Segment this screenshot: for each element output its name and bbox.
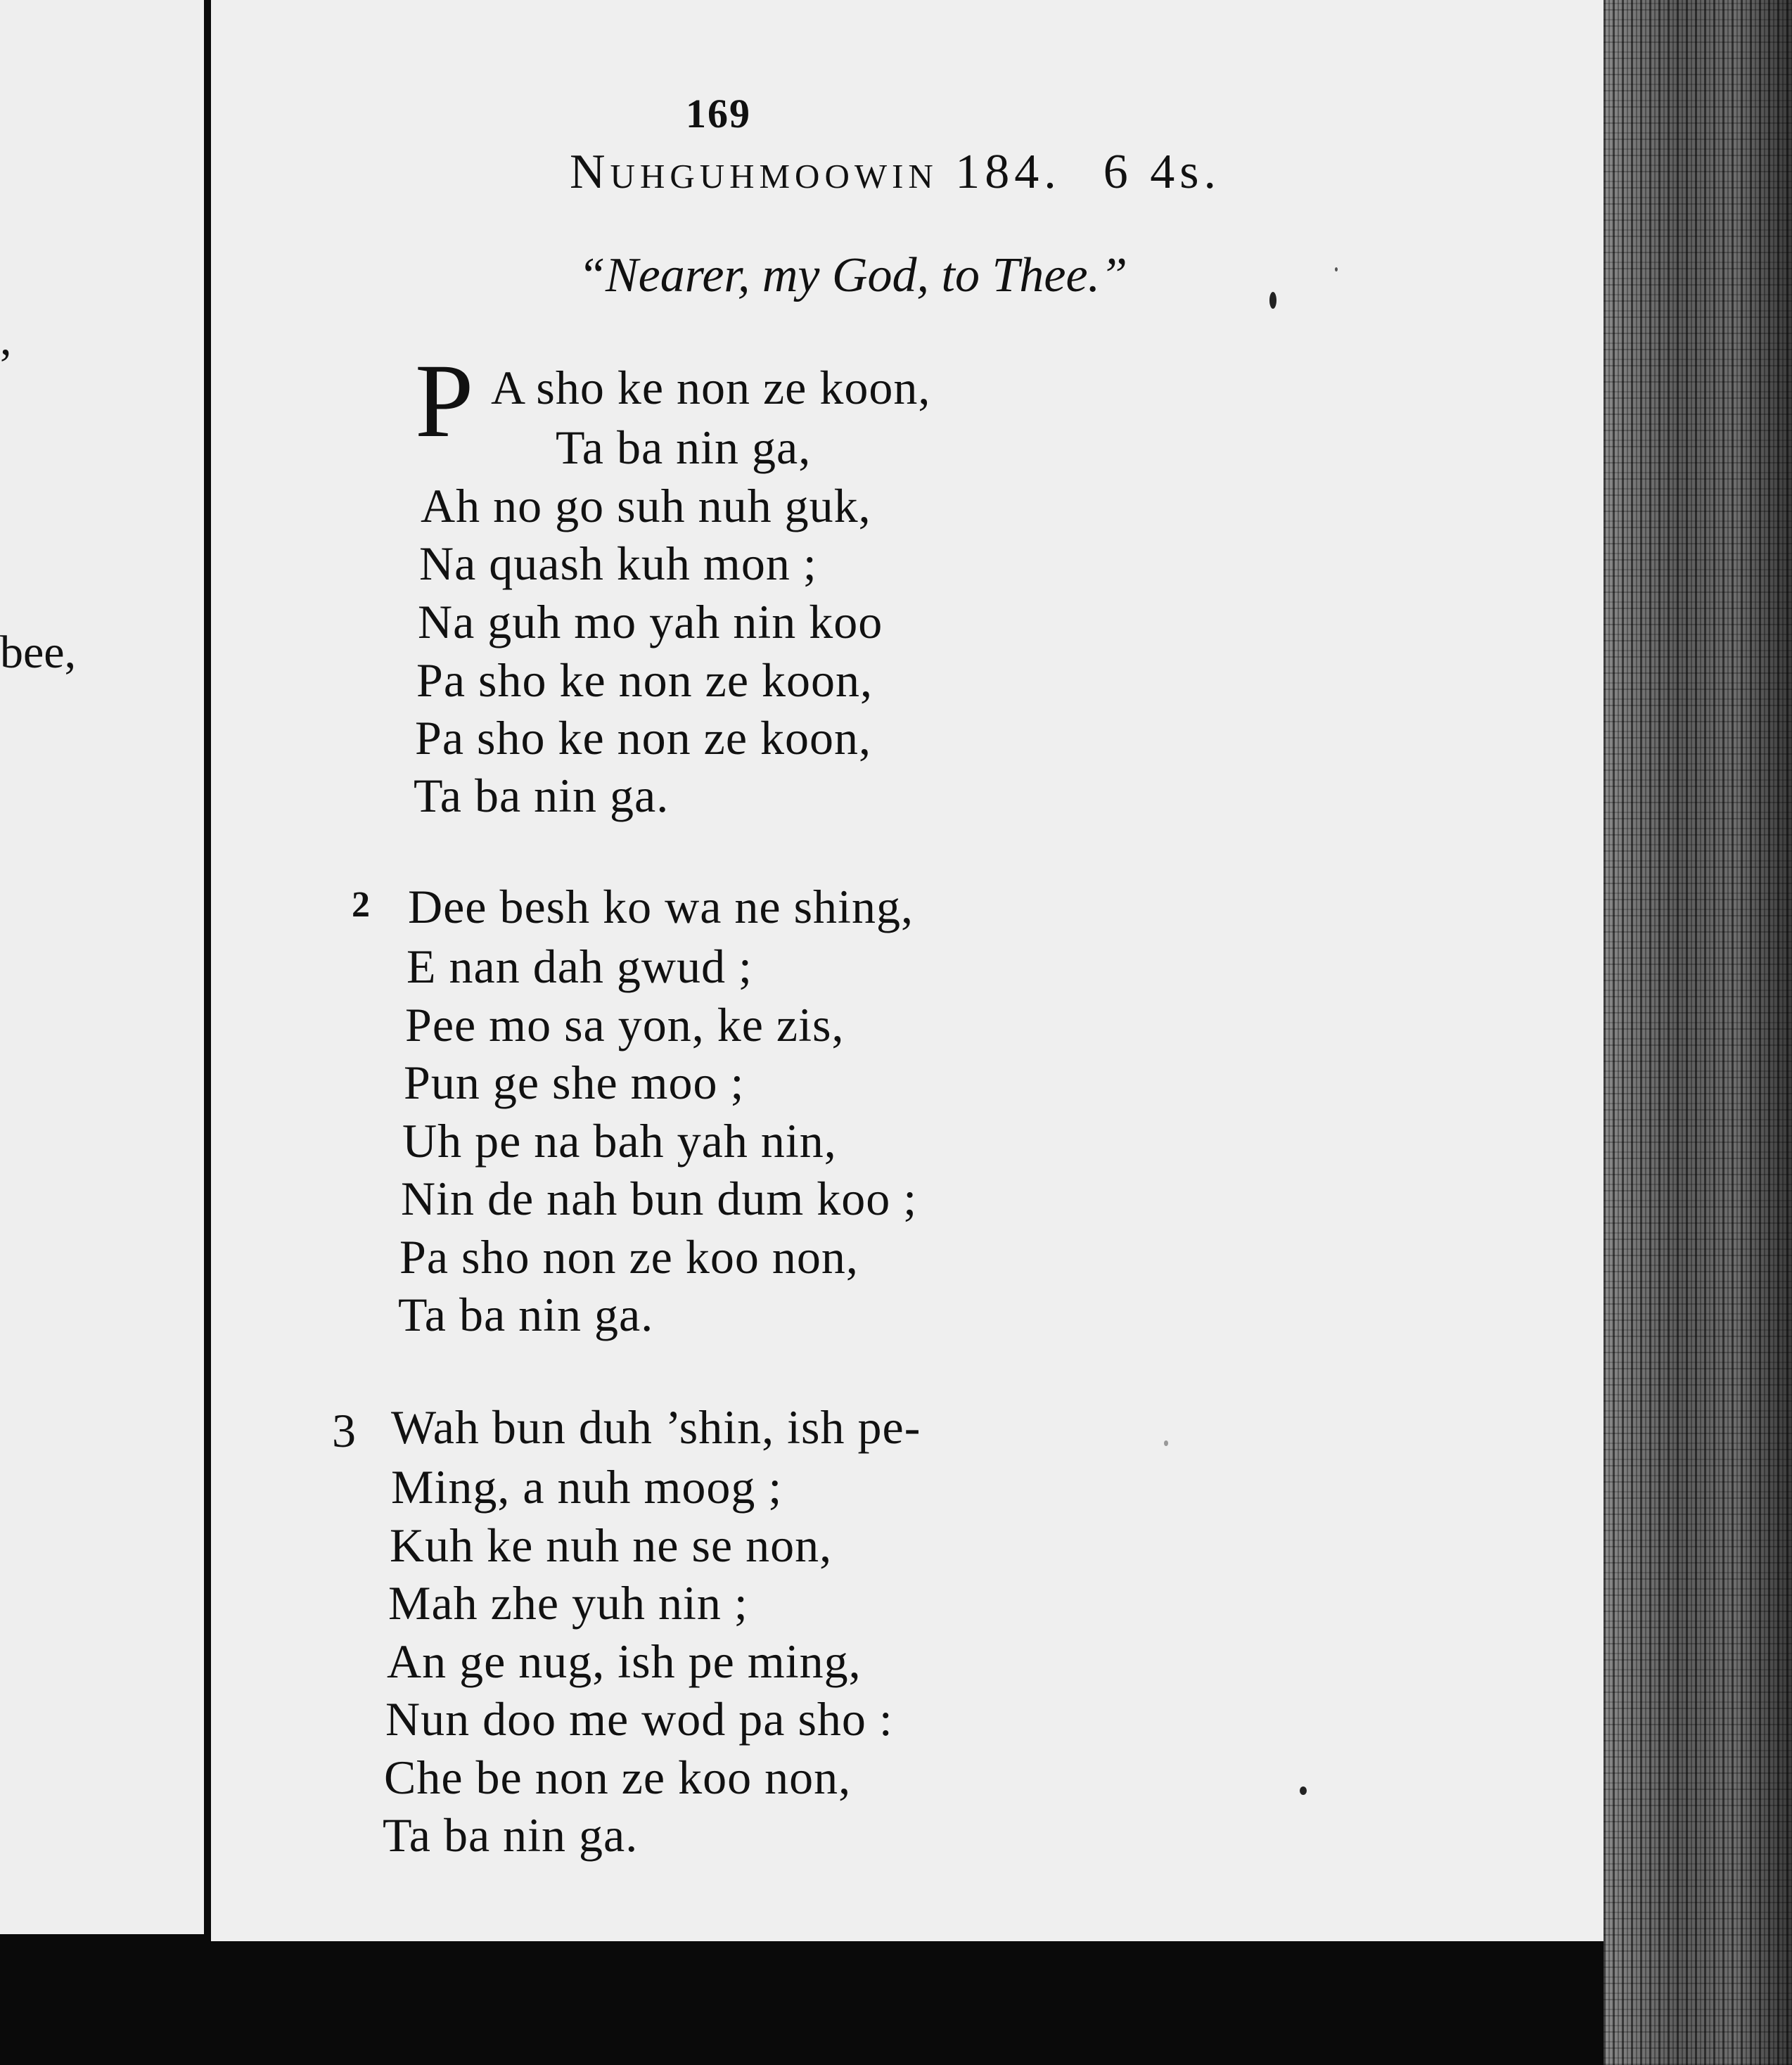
facing-page (0, 0, 211, 1934)
verse-line: Nin de nah bun dum koo ; (401, 1172, 918, 1225)
verse-line: Wah bun duh ’shin, ish pe- (391, 1400, 921, 1454)
verse-line: E nan dah gwud ; (407, 940, 753, 993)
verse-line: A sho ke non ze koon, (491, 361, 931, 414)
verse-line: Mah zhe yuh nin ; (388, 1576, 748, 1630)
verse-line: Ta ba nin ga. (414, 769, 670, 822)
verse-line: Che be non ze koo non, (384, 1751, 852, 1804)
verse-number: 3 (332, 1404, 356, 1457)
verse-line: An ge nug, ish pe ming, (387, 1635, 862, 1688)
verse-line: Ta ba nin ga, (556, 421, 812, 474)
verse-line: Pa sho ke non ze koon, (416, 653, 873, 707)
verse-line: Pa sho non ze koo non, (399, 1230, 859, 1284)
verse-line: Ta ba nin ga. (383, 1808, 639, 1862)
verse-line: Pa sho ke non ze koon, (415, 711, 872, 765)
verse-line: Nun doo me wod pa sho : (385, 1692, 893, 1746)
hymn-header (570, 144, 1221, 200)
verse-line: Pee mo sa yon, ke zis, (405, 998, 845, 1051)
drop-capital: P (415, 343, 474, 459)
page-fore-edge (1604, 0, 1792, 2065)
verse-line: Ah no go suh nuh guk, (421, 479, 871, 532)
verse-line: Na guh mo yah nin koo (418, 595, 883, 648)
verse-line: Kuh ke nuh ne se non, (390, 1519, 833, 1572)
facing-page-fragment: , (0, 314, 12, 365)
hymn-meter: 6 4s. (1103, 145, 1222, 199)
scan-speck (1164, 1440, 1168, 1446)
page-number-text: 169 (686, 91, 751, 136)
verse-line: Ming, a nuh moog ; (391, 1460, 783, 1514)
verse-line: Dee besh ko wa ne shing, (408, 880, 914, 933)
verse-number: 2 (352, 885, 370, 925)
facing-page-fragment: bee, (0, 627, 77, 678)
scan-speck (1300, 1786, 1307, 1795)
verse-line: Uh pe na bah yah nin, (402, 1114, 837, 1168)
scan-background (0, 1941, 1604, 2065)
verse-line: Ta ba nin ga. (398, 1288, 654, 1341)
hymn-title: Nuhguhmoowin 184. (570, 145, 1061, 199)
verse-line: Pun ge she moo ; (404, 1056, 745, 1109)
scan-speck (1269, 292, 1276, 309)
scan-speck (1335, 267, 1338, 271)
verse-line: Na quash kuh mon ; (419, 537, 817, 590)
tune-name: “Nearer, my God, to Thee.” (578, 248, 1128, 302)
